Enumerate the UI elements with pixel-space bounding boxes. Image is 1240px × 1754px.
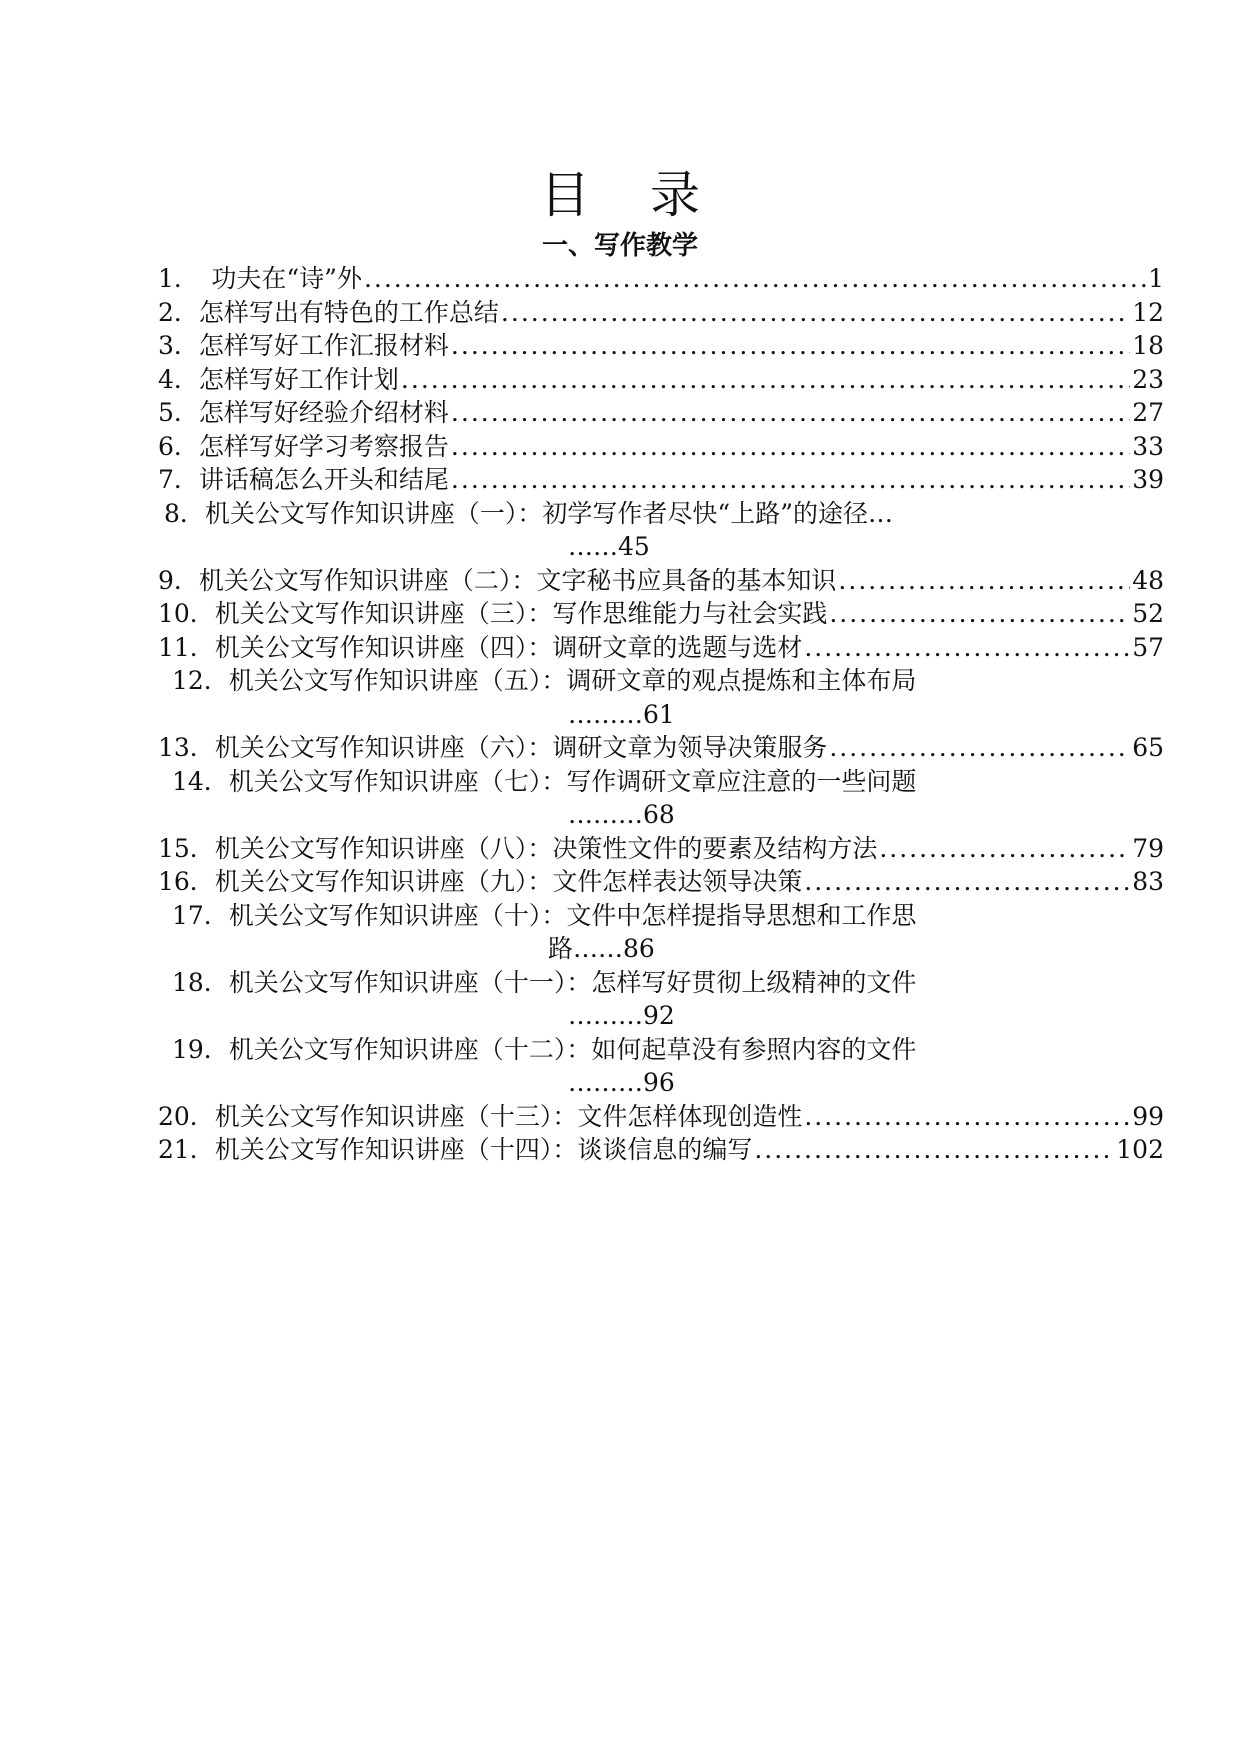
toc-entry-page: ………96	[568, 1068, 675, 1097]
dot-leader	[879, 832, 1130, 866]
toc-list	[158, 262, 1164, 1167]
toc-entry-page: 12	[1132, 297, 1164, 327]
toc-entry-page: ………92	[568, 1001, 675, 1030]
dot-leader	[754, 1133, 1114, 1167]
toc-entry[interactable]	[158, 1033, 1164, 1100]
toc-entry-text: 18．机关公文写作知识讲座（十一）：怎样写好贯彻上级精神的文件	[172, 967, 917, 997]
toc-entry-page: 52	[1132, 599, 1164, 628]
toc-entry[interactable]	[158, 329, 1164, 363]
toc-entry[interactable]	[158, 899, 1164, 966]
toc-entry-page: 27	[1132, 398, 1164, 427]
dot-leader	[829, 731, 1130, 765]
toc-entry-page: 65	[1132, 733, 1164, 762]
toc-entry-page: 83	[1132, 867, 1164, 896]
section-heading: 一、写作教学	[541, 231, 698, 261]
toc-entry[interactable]	[158, 564, 1164, 598]
dot-leader	[401, 363, 1130, 397]
toc-entry[interactable]	[158, 497, 1164, 564]
toc-entry-text: 1． 功夫在“诗”外	[158, 264, 362, 293]
toc-entry-page: ………68	[568, 800, 675, 829]
toc-entry[interactable]	[158, 865, 1164, 899]
toc-entry[interactable]	[158, 731, 1164, 765]
dot-leader	[364, 262, 1146, 296]
toc-entry-page: 57	[1132, 632, 1164, 662]
toc-entry-text: 5．怎样写好经验介绍材料	[158, 398, 449, 427]
toc-entry-page: 1	[1148, 264, 1164, 293]
toc-entry[interactable]	[158, 396, 1164, 430]
dot-leader	[838, 564, 1130, 598]
dot-leader	[451, 463, 1130, 497]
toc-entry[interactable]	[158, 463, 1164, 497]
toc-entry[interactable]	[158, 1100, 1164, 1134]
toc-entry-text: 11．机关公文写作知识讲座（四）：调研文章的选题与选材	[158, 632, 803, 662]
dot-leader	[451, 430, 1130, 464]
toc-entry[interactable]	[158, 1133, 1164, 1167]
toc-entry-text: 10．机关公文写作知识讲座（三）：写作思维能力与社会实践	[158, 599, 828, 628]
toc-entry[interactable]	[158, 430, 1164, 464]
toc-entry-text: 8．机关公文写作知识讲座（一）：初学写作者尽快“上路”的途径…	[164, 498, 893, 528]
toc-entry[interactable]	[158, 832, 1164, 866]
toc-entry-text: 4．怎样写好工作计划	[158, 364, 399, 394]
toc-entry-text: 17．机关公文写作知识讲座（十）：文件中怎样提指导思想和工作思	[172, 900, 917, 930]
dot-leader	[451, 329, 1130, 363]
toc-entry[interactable]	[158, 631, 1164, 665]
dot-leader	[829, 597, 1130, 631]
toc-entry-page: 48	[1132, 565, 1164, 595]
toc-entry-text: 13．机关公文写作知识讲座（六）：调研文章为领导决策服务	[158, 733, 828, 762]
toc-entry-page: 23	[1132, 364, 1164, 394]
toc-entry-page: ………61	[568, 699, 675, 729]
toc-entry-text: 21．机关公文写作知识讲座（十四）：谈谈信息的编写	[158, 1135, 753, 1164]
toc-entry[interactable]	[158, 597, 1164, 631]
toc-entry-text: 3．怎样写好工作汇报材料	[158, 331, 449, 360]
toc-entry-text: 2．怎样写出有特色的工作总结	[158, 297, 499, 327]
toc-entry-page: 99	[1132, 1101, 1164, 1131]
toc-entry-page: 79	[1132, 833, 1164, 863]
toc-entry-page: ……45	[568, 532, 650, 561]
toc-entry-page: 33	[1132, 431, 1164, 461]
toc-entry-page: 路……86	[548, 934, 655, 963]
toc-entry-text: 14．机关公文写作知识讲座（七）：写作调研文章应注意的一些问题	[172, 766, 917, 796]
toc-entry-text: 6．怎样写好学习考察报告	[158, 431, 449, 461]
toc-entry[interactable]	[158, 664, 1164, 731]
dot-leader	[804, 1100, 1130, 1134]
toc-entry-text: 20．机关公文写作知识讲座（十三）：文件怎样体现创造性	[158, 1101, 803, 1131]
toc-entry-page: 18	[1132, 331, 1164, 360]
dot-leader	[501, 296, 1130, 330]
toc-entry-page: 102	[1116, 1135, 1164, 1164]
toc-entry-text: 7．讲话稿怎么开头和结尾	[158, 465, 449, 494]
dot-leader	[804, 631, 1130, 665]
dot-leader	[451, 396, 1130, 430]
toc-entry[interactable]	[158, 262, 1164, 296]
toc-entry[interactable]	[158, 363, 1164, 397]
toc-entry[interactable]	[158, 966, 1164, 1033]
toc-entry[interactable]	[158, 296, 1164, 330]
toc-entry-text: 12．机关公文写作知识讲座（五）：调研文章的观点提炼和主体布局	[172, 666, 917, 695]
toc-entry-text: 9．机关公文写作知识讲座（二）：文字秘书应具备的基本知识	[158, 565, 837, 595]
toc-entry-text: 16．机关公文写作知识讲座（九）：文件怎样表达领导决策	[158, 867, 803, 896]
toc-entry-page: 39	[1132, 465, 1164, 494]
toc-entry[interactable]	[158, 765, 1164, 832]
toc-entry-text: 19．机关公文写作知识讲座（十二）：如何起草没有参照内容的文件	[172, 1034, 917, 1064]
dot-leader	[804, 865, 1130, 899]
toc-title: 目 录	[540, 166, 722, 224]
toc-entry-text: 15．机关公文写作知识讲座（八）：决策性文件的要素及结构方法	[158, 833, 878, 863]
